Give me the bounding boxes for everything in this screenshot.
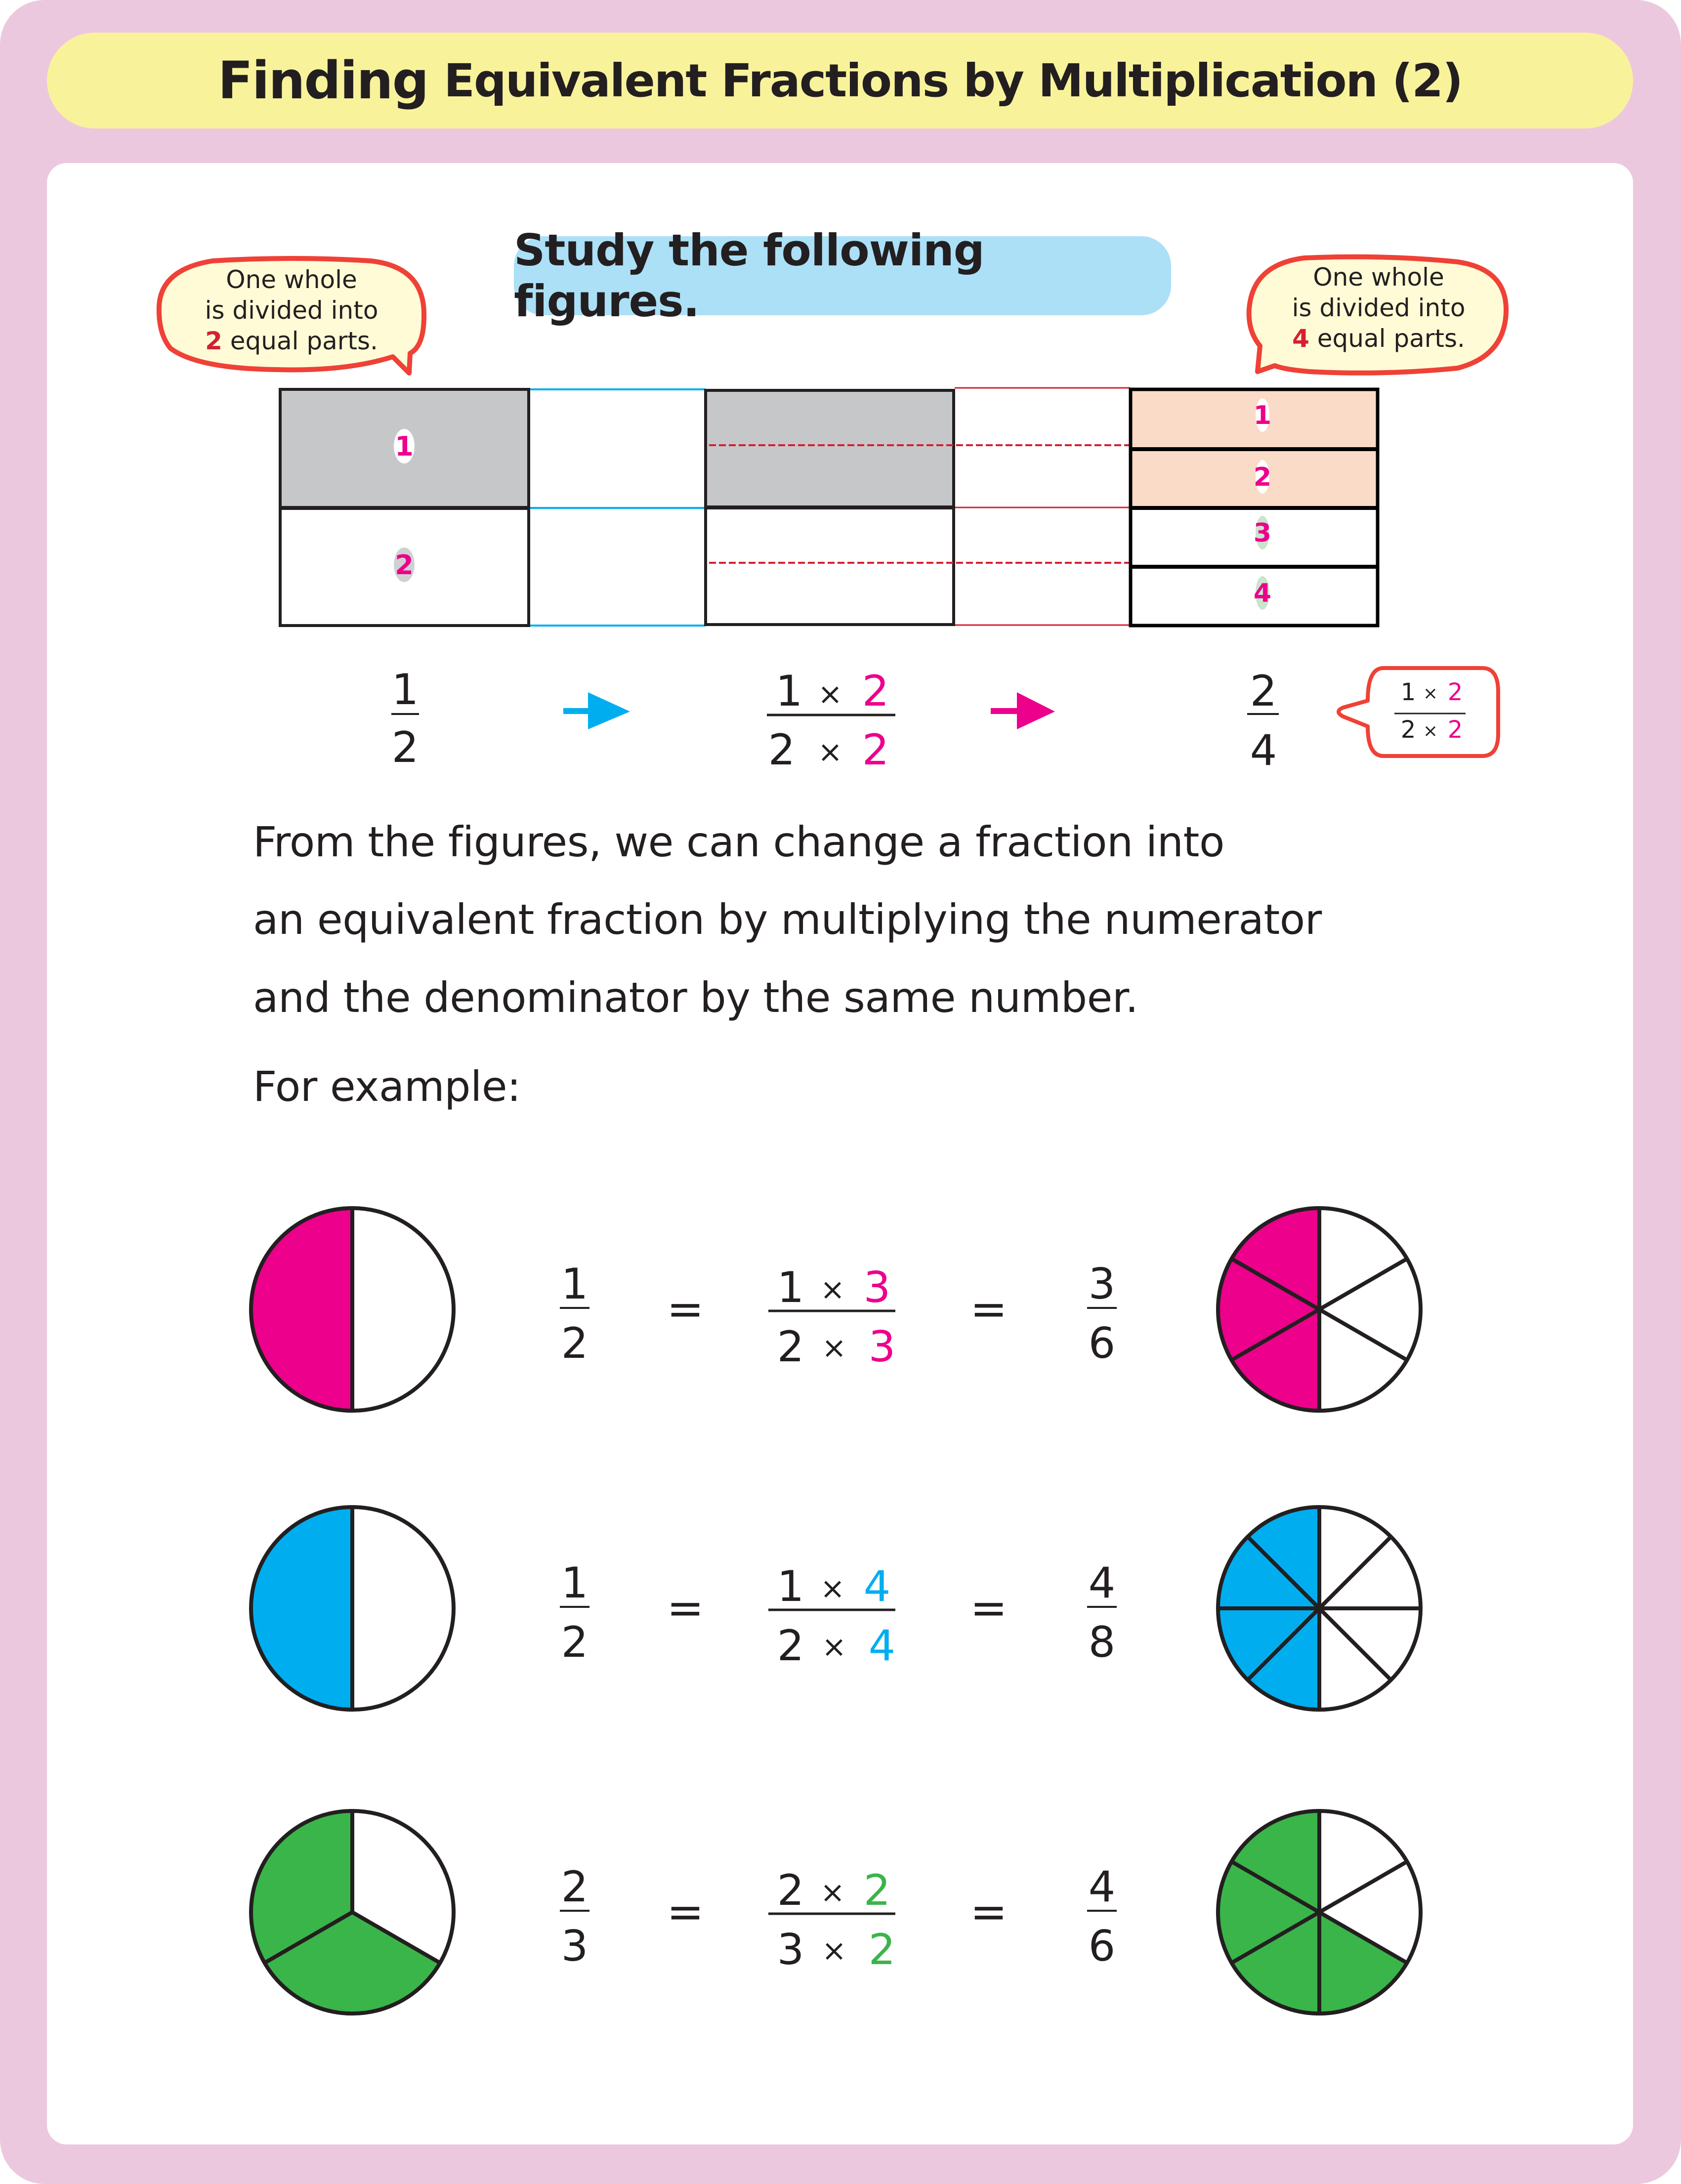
example-1-lhs-numerator: 1 [561, 1260, 588, 1309]
left-bubble-line3-rest: equal parts. [222, 327, 378, 355]
example-2-left-circle-sector-1-shaded [251, 1507, 352, 1710]
callout-den-a: 2 [1400, 716, 1416, 744]
callout-den-b: 2 [1447, 716, 1463, 744]
example-2-mid-den-op: × [821, 1630, 847, 1664]
callout-den-op: × [1423, 721, 1438, 741]
middle-num-a: 1 [775, 667, 803, 716]
middle-num-b: 2 [862, 667, 889, 716]
middle-den-op: × [817, 735, 843, 769]
right-bubble-number: 4 [1292, 324, 1309, 353]
explanation-line-2: an equivalent fraction by multiplying the numerator [253, 895, 1322, 944]
rect1-label-2: 2 [395, 549, 414, 581]
example-2-mid-den-b: 4 [868, 1621, 896, 1671]
page-title-part1: Finding [217, 50, 428, 111]
example-3-rhs-numerator: 4 [1088, 1862, 1116, 1912]
left-bubble-line1: One whole [226, 265, 357, 294]
example-1-rhs-numerator: 3 [1088, 1260, 1116, 1309]
example-1-equals-2: = [970, 1283, 1008, 1335]
example-3-mid-num-b: 2 [863, 1866, 891, 1915]
example-3-mid-num-op: × [820, 1875, 845, 1910]
example-2-equals-2: = [970, 1582, 1008, 1634]
instruction-pill: Study the following figures. [514, 236, 1171, 315]
example-1-mid-num-b: 3 [863, 1263, 891, 1312]
example-2-rhs-denominator: 8 [1088, 1618, 1116, 1667]
left-bubble-number: 2 [205, 327, 222, 355]
right-bubble-line3-rest: equal parts. [1309, 324, 1465, 353]
example-1-mid-den-op: × [821, 1331, 847, 1365]
callout-num-op: × [1423, 683, 1438, 704]
rect3-label-1: 1 [1253, 401, 1272, 430]
example-3-equals-2: = [970, 1886, 1008, 1938]
example-1-equals-1: = [667, 1283, 704, 1335]
example-3-equals-1: = [667, 1886, 704, 1938]
example-2-mid-den-a: 2 [777, 1621, 804, 1671]
example-3-rhs-denominator: 6 [1088, 1922, 1116, 1971]
example-1-mid-den-a: 2 [777, 1322, 804, 1372]
example-1-left-circle-sector-1-shaded [251, 1208, 352, 1411]
example-2-equals-1: = [667, 1582, 704, 1634]
example-1-mid-num-a: 1 [777, 1263, 804, 1312]
example-2-lhs-numerator: 1 [561, 1558, 588, 1608]
example-1-lhs-denominator: 2 [561, 1319, 588, 1368]
example-2-mid-num-b: 4 [863, 1562, 891, 1611]
end-fraction-numerator: 2 [1250, 667, 1277, 716]
example-3-mid-den-op: × [821, 1933, 847, 1968]
example-2-left-circle-sector-2 [352, 1507, 454, 1710]
rect3-label-2: 2 [1253, 462, 1272, 492]
example-2-mid-num-op: × [820, 1571, 845, 1606]
example-1-mid-num-op: × [820, 1272, 845, 1307]
rect1-label-1: 1 [395, 431, 414, 462]
middle-den-b: 2 [862, 725, 889, 775]
example-1-rhs-denominator: 6 [1088, 1319, 1116, 1368]
example-3-mid-num-a: 2 [777, 1866, 804, 1915]
example-3-mid-den-a: 3 [777, 1925, 804, 1974]
explanation-line-1: From the figures, we can change a fraction into [253, 818, 1224, 866]
callout-num-b: 2 [1447, 678, 1463, 706]
middle-num-op: × [817, 677, 843, 712]
example-2-lhs-denominator: 2 [561, 1618, 588, 1667]
callout-num-a: 1 [1400, 678, 1416, 706]
example-2-rhs-numerator: 4 [1088, 1558, 1116, 1608]
example-1-mid-den-b: 3 [868, 1322, 896, 1372]
middle-den-a: 2 [768, 725, 796, 775]
left-bubble-line2: is divided into [205, 296, 378, 325]
example-1-left-circle-sector-2 [352, 1208, 454, 1411]
explanation-line-3: and the denominator by the same number. [253, 973, 1138, 1022]
rect3-label-3: 3 [1253, 518, 1272, 548]
rect3-label-4: 4 [1253, 579, 1272, 608]
example-3-mid-den-b: 2 [868, 1925, 896, 1974]
example-label: For example: [253, 1062, 521, 1111]
page-title-part2: Equivalent Fractions by Multiplication (2) [444, 54, 1463, 107]
start-fraction-denominator: 2 [391, 723, 419, 772]
right-bubble-line1: One whole [1313, 263, 1444, 292]
right-bubble-line2: is divided into [1292, 294, 1466, 322]
example-3-lhs-numerator: 2 [561, 1862, 588, 1912]
example-3-lhs-denominator: 3 [561, 1922, 588, 1971]
example-2-mid-num-a: 1 [777, 1562, 804, 1611]
start-fraction-numerator: 1 [391, 665, 419, 714]
end-fraction-denominator: 4 [1250, 726, 1277, 775]
